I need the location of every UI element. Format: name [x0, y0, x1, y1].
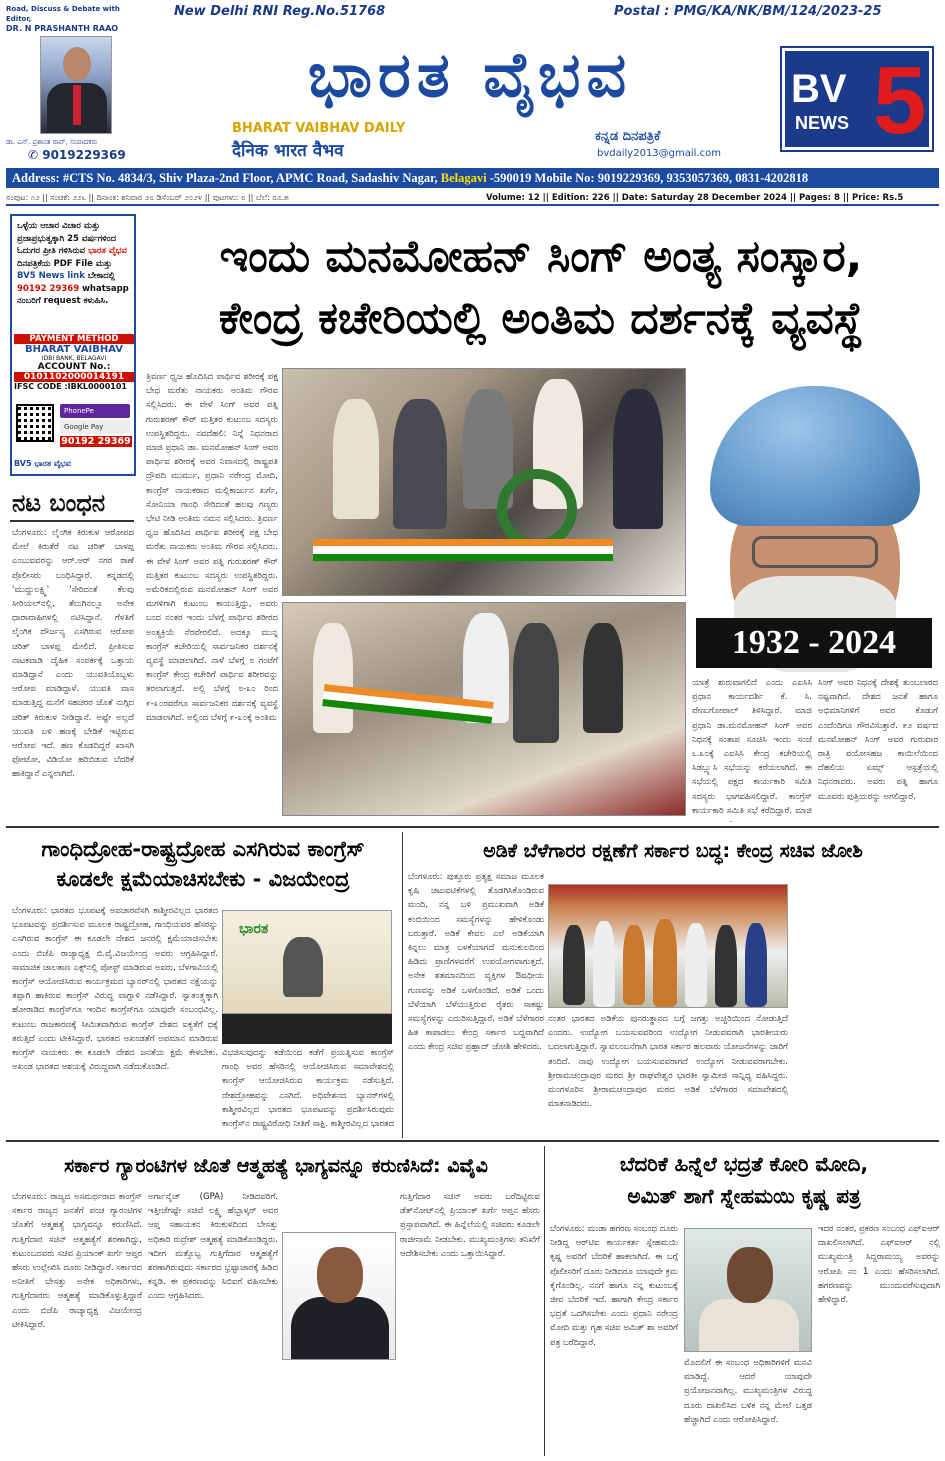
divider [6, 1140, 939, 1142]
payment-ifsc: IFSC CODE :IBKL0000101 [14, 382, 127, 391]
issue-meta [6, 190, 939, 206]
payment-account-label: ACCOUNT No.: [37, 362, 111, 372]
bv5-logo-bv: BV [791, 67, 847, 111]
lead-story-col1: ತ್ರಿವರ್ಣ ಧ್ವಜ ಹೊದಿಸಿದ ಪಾರ್ಥಿವ ಶರೀರಕ್ಕೆ ಪಕ್ಷ ಬೇಧ ಮರೆತು ನಾಯಕರು ಅಂತಿಮ ಗೌರವ ಸಲ್ಲಿಸಿದರು. ಈ ವೇಳೆ ಸಿಂಗ್ ಅವರ ಪತ್ನಿ ಗುರುಶರಣ್ ಕೌರ್ ಮತ್ತಿತರ ಕುಟುಂಬ ಸದಸ್ಯರು ಉಪಸ್ಥಿತರಿದ್ದರು. ನವದೆಹಲಿ: ನಿನ್ನೆ ನಿಧನರಾದ ಮಾಜಿ ಪ್ರಧಾನಿ ಡಾ. ಮನಮೋಹನ್ ಸಿಂಗ್ ಅವರ ಪಾರ್ಥಿವ ಶರೀರಕ್ಕೆ ಅವರ ನಿವಾಸದಲ್ಲಿ ರಾಷ್ಟ್ರಪತಿ ದ್ರೌಪದಿ ಮುರ್ಮು, ಪ್ರಧಾನಿ ನರೇಂದ್ರ ಮೋದಿ, ಕಾಂಗ್ರೆಸ್ ನಾಯಕರಾದ ಮಲ್ಲಿಕಾರ್ಜುನ ಖರ್ಗೆ, ಸೋನಿಯಾ ಗಾಂಧಿ ಸೇರಿದಂತೆ ಹಲವು ಗಣ್ಯರು ಭೇಟಿ ನೀಡಿ ಅಂತಿಮ ನಮನ ಸಲ್ಲಿಸಿದರು. ತ್ರಿವರ್ಣ ಧ್ವಜ ಹೊದಿಸಿದ ಪಾರ್ಥಿವ ಶರೀರಕ್ಕೆ ಪಕ್ಷ ಬೇಧ ಮರೆತು ನಾಯಕರು ಅಂತಿಮ ಗೌರವ ಸಲ್ಲಿಸಿದರು. ಈ ವೇಳೆ ಸಿಂಗ್ ಅವರ ಪತ್ನಿ ಗುರುಶರಣ್ ಕೌರ್ ಮತ್ತಿತರ ಕುಟುಂಬ ಸದಸ್ಯರು ಉಪಸ್ಥಿತರಿದ್ದರು. ಅಮೆರಿಕದಲ್ಲಿರುವ ಮನಮೋಹನ್ ಸಿಂಗ್ ಅವರ ಮಗಳಿಗಾಗಿ ಕುಟುಂಬ ಕಾಯುತ್ತಿದ್ದು, ಅವರು ಬಂದ ನಂತರ ಇಂದು ಬೆಳಗ್ಗೆ ಪಾರ್ಥಿವ ಶರೀರದ ಅಂತ್ಯಕ್ರಿಯೆ ನೆರವೇರಲಿದೆ. ಅದಕ್ಕೂ ಮುನ್ನ ಕಾಂಗ್ರೆಸ್ ಕಚೇರಿಯಲ್ಲಿ ಸಾರ್ವಜನಿಕರ ದರ್ಶನಕ್ಕೆ ವ್ಯವಸ್ಥೆ ಮಾಡಲಾಗಿದೆ. ನಾಳೆ ಬೆಳಗ್ಗೆ ೮ ಗಂಟೆಗೆ ಕಾಂಗ್ರೆಸ್ ಕೇಂದ್ರ ಕಚೇರಿಗೆ ಪಾರ್ಥಿವ ಶರೀರವನ್ನು ತರಲಾಗುತ್ತದೆ. ಅಲ್ಲಿ ಬೆಳಗ್ಗೆ ೮-೩೦ ರಿಂದ ೯-೩೦ರವರೆಗೂ ಸಾರ್ವಜನಿಕರ ದರ್ಶನಕ್ಕೆ ವ್ಯವಸ್ಥೆ ಮಾಡಲಾಗಿದೆ. ಅಲ್ಲಿಂದ ಬೆಳಗ್ಗೆ ೯-೩೦ಕ್ಕೆ ಅಂತಿಮ [146, 372, 278, 723]
vv-story-body2: ಅರ್ಗಾನೈಜ್ (GPA) ನೀಡಿದವರಿಗೆ. ಇತ್ತೀಚೆಗಷ್ಟೇ ಸಚಿವೆ ಲಕ್ಷ್ಮಿ ಹೆಬ್ಬಾಳ್ಕರ್ ಅವರ ಆಪ್ತ ಸಹಾಯಕನ ಕಿರುಕುಳದಿಂದ ಬೇಸತ್ತು ಅಧಿಕಾರಿ ರುದ್ರೇಶ್ ಆತ್ಮಹತ್ಯೆ ಮಾಡಿಕೊಂಡಿದ್ದರು. ಇದೀಗ ಮತ್ತೊಬ್ಬ ಗುತ್ತಿಗೆದಾರ ಆತ್ಮಹತ್ಯೆಗೆ ಶರಣಾಗಿರುವುದು ಸರ್ಕಾರದ ಭ್ರಷ್ಟಾಚಾರಕ್ಕೆ ಹಿಡಿದ ಕನ್ನಡಿ. ಈ ಪ್ರಕರಣವನ್ನು ಸಿಬಿಐಗೆ ವಹಿಸಬೇಕು ಎಂದು ಆಗ್ರಹಿಸಿದರು. [148, 1192, 278, 1302]
editor-photo [40, 36, 112, 134]
ad-phone: 90192 29369 [17, 283, 80, 294]
masthead-english-title: BHARAT VAIBHAV DAILY [232, 121, 406, 136]
vv-story-body3: ಗುತ್ತಿಗೆದಾರ ಸಚಿನ್ ಅವರು ಬರೆದಿಟ್ಟಿರುವ ಡೆತ್‌ನೋಟ್‌ನಲ್ಲಿ ಪ್ರಿಯಾಂಕ್ ಖರ್ಗೆ ಆಪ್ತನ ಹೆಸರು ಪ್ರಸ್ತಾಪವಾಗಿದೆ. ಈ ಹಿನ್ನೆಲೆಯಲ್ಲಿ ಸಚಿವರು ಕೂಡಲೇ ರಾಜೀನಾಮೆ ನೀಡಬೇಕು. ಮುಖ್ಯಮಂತ್ರಿಗಳು ತನಿಖೆಗೆ ಆದೇಶಿಸಬೇಕು ಎಂದು ಒತ್ತಾಯಿಸಿದ್ದಾರೆ. [400, 1192, 540, 1259]
payment-box [14, 334, 134, 468]
joshi-story-body2: ನಂತರ ಭಾರತದ ಅಡಿಕೆಯ ಪುನರುತ್ಥಾನದ ಬಗ್ಗೆ ಜಗತ್ತು ಅಚ್ಚರಿಯಿಂದ ನೋಡುತ್ತಿದೆ ಎಂದರು. ಉದ್ಯೋಗ ಬಯಸುವವರಿಂದ ಉದ್ಯೋಗ ನೀಡುವವರಾಗಿ ಭಾರತೀಯರು ಬದಲಾಗುತ್ತಿದ್ದಾರೆ. ಸ್ವಾವಲಂಬನೆಗಾಗಿ ಭಾರತ ಸರ್ಕಾರ ಹಲವಾರು ಯೋಜನೆಗಳನ್ನು ಜಾರಿಗೆ ತಂದಿದೆ. ನಾವು ಉದ್ಯೋಗ ಬಯಸುವವರಾಗದೆ ಉದ್ಯೋಗ ನೀಡುವವರಾಗಬೇಕು. ಶ್ರೀರಾಮಚಂದ್ರಾಪುರ ಮಠದ ಶ್ರೀ ರಾಘವೇಶ್ವರ ಭಾರತೀ ಸ್ವಾಮೀಜಿ ಸಾನ್ನಿಧ್ಯ ವಹಿಸಿದ್ದರು. ಮಂಗಳೂರಿನ ಶ್ರೀರಾಮಚಂದ್ರಾಪುರ ಮಠದ ಅಡಿಕೆ ಬೆಳೆಗಾರರ ಸಮಾವೇಶದಲ್ಲಿ ಮಾತನಾಡಿದರು. [548, 1014, 788, 1110]
vv-story-body1: ಬೆಂಗಳೂರು: ರಾಜ್ಯದ ಅಸಮರ್ಥರಾದ ಕಾಂಗ್ರೆಸ್ ಸರ್ಕಾರ ರಾಜ್ಯದ ಜನತೆಗೆ ಪಂಚ ಗ್ಯಾರಂಟಿಗಳ ಜೊತೆಗೆ ಆತ್ಮಹತ್ಯೆ ಭಾಗ್ಯವನ್ನೂ ಕರುಣಿಸಿದೆ. ಗುತ್ತಿಗೆದಾರ ಸಚಿನ್ ಆತ್ಮಹತ್ಯೆಗೆ ಶರಣಾಗಿದ್ದು, ಕುಟುಂಬದವರು ಸಚಿವ ಪ್ರಿಯಾಂಕ್ ಖರ್ಗೆ ಆಪ್ತರ ಹೆಸರು ಉಲ್ಲೇಖಿಸಿ ದೂರು ನೀಡಿದ್ದಾರೆ. ಸರ್ಕಾರದ ಅನೀತಿಗೆ ಬೇಸತ್ತು ಅನೇಕ ಅಧಿಕಾರಿಗಳು, ಗುತ್ತಿಗೆದಾರರು ಆತ್ಮಹತ್ಯೆ ಮಾಡಿಕೊಳ್ಳುತ್ತಿದ್ದಾರೆ ಎಂದು ಬಿಜೆಪಿ ರಾಜ್ಯಾಧ್ಯಕ್ಷ ವಿಜಯೇಂದ್ರ ಟೀಕಿಸಿದ್ದಾರೆ. [12, 1192, 142, 1330]
mini-logo: BV5 ಭಾರತ ವೈಭವ [14, 459, 71, 468]
left-story-body: ಬೆಂಗಳೂರು: ಲೈಂಗಿಕ ಕಿರುಕುಳ ಆರೋಪದ ಮೇಲೆ ಕಿರುತೆರೆ ನಟ ಚರಿತ್ ಬಾಳಪ್ಪ ಎಂಬುವವರನ್ನು ಆರ್.ಆರ್ ನಗರ ಠಾಣೆ ಪೊಲೀಸರು ಬಂಧಿಸಿದ್ದಾರೆ. ಕನ್ನಡದಲ್ಲಿ 'ಮುದ್ದುಲಕ್ಷ್ಮಿ' 'ಸೇರಿದಂತೆ ಕೆಲವು ಸೀರಿಯಲ್‌ನಲ್ಲಿ, ತೆಲುಗಿನಲ್ಲೂ ಅನೇಕ ಧಾರಾವಾಹಿಗಳಲ್ಲಿ ನಟಿಸಿದ್ದಾನೆ. ಗೆಳತಿಗೆ ಲೈಂಗಿಕ ದೌರ್ಜನ್ಯ ಎಸಗಿರುವ ಆರೋಪ ಚರಿತ್ ಬಾಳಪ್ಪ ಮೇಲಿದೆ. ಪ್ರೀತಿಸುವ ನಾಟಕವಾಡಿ ದೈಹಿಕ ಸಂಪರ್ಕಕ್ಕೆ ಒತ್ತಾಯ ಮಾಡಿದ್ದಾನೆ ಎಂದು ಯುವತಿಯೊಬ್ಬಳು ಆರೋಪ ಮಾಡಿದ್ದಾಳೆ. ಯುವತಿ ವಾಸ ಮಾಡುತ್ತಿದ್ದ ಮನೆಗೆ ಸಹಚರರ ಜೊತೆ ನುಗ್ಗಿದ ಚರಿತ್ ಕಿರುಕುಳ ನೀಡಿದ್ದಾನೆ. ಅಷ್ಟೇ ಅಲ್ಲದೆ ಯುವತಿ ಬಳಿ ಹಣಕ್ಕೆ ಬೇಡಿಕೆ ಇಟ್ಟಿರುವ ಆರೋಪ ಇದೆ. ಹಣ ಕೊಡದಿದ್ದರೆ ಖಾಸಗಿ ಫೋಟೋ, ವಿಡಿಯೋ ಹರಿಬಿಡುವ ಬೆದರಿಕೆ ಹಾಕಿದ್ದಾನೆ ಎನ್ನಲಾಗಿದೆ. [12, 528, 134, 780]
bv5-news-logo [782, 47, 932, 154]
google-pay-icon: Google Pay [60, 420, 130, 434]
payment-name: BHARAT VAIBHAV [24, 344, 123, 355]
masthead-subtitle: ಕನ್ನಡ ದಿನಪತ್ರಿಕೆ [595, 129, 661, 144]
modi-story-body1: ಬೆಂಗಳೂರು: ಮುಡಾ ಹಗರಣ ಸಂಬಂಧ ದೂರು ನೀಡಿದ್ದ ಆರ್‌ಟಿಐ ಕಾರ್ಯಕರ್ತ ಸ್ನೇಹಮಯಿ ಕೃಷ್ಣ ಅವರಿಗೆ ಬೆದರಿಕೆ ಹಾಕಲಾಗಿದೆ. ಈ ಬಗ್ಗೆ ಪೊಲೀಸರಿಗೆ ದೂರು ನೀಡಿದರೂ ಯಾವುದೇ ಕ್ರಮ ಕೈಗೊಂಡಿಲ್ಲ. ನನಗೆ ಹಾಗೂ ನನ್ನ ಕುಟುಂಬಕ್ಕೆ ಜೀವ ಬೆದರಿಕೆ ಇದೆ. ಹಾಗಾಗಿ ಕೇಂದ್ರ ಸರ್ಕಾರ ಭದ್ರತೆ ಒದಗಿಸಬೇಕು ಎಂದು ಪ್ರಧಾನಿ ನರೇಂದ್ರ ಮೋದಿ ಮತ್ತು ಗೃಹ ಸಚಿವ ಅಮಿತ್ ಶಾ ಅವರಿಗೆ ಪತ್ರ ಬರೆದಿದ್ದಾರೆ. [550, 1224, 678, 1348]
payment-account-number: 0101102000014191 [14, 372, 134, 382]
gandhi-story-body1: ಬೆಂಗಳೂರು: ಭಾರತದ ಭೂಪಟಕ್ಕೆ ಅಪಚಾರವೆಸಗಿ ಕಾಶ್ಮೀರವಿಲ್ಲದ ಭಾರತದ ಭೂಪಟವನ್ನು ಪ್ರದರ್ಶಿಸುವ ಮೂಲಕ ರಾಷ್ಟ್ರದ್ರೋಹ, ಗಾಂಧಿಯವರ ಹೆಸರನ್ನು ಎಸಗಿರುವ ಕಾಂಗ್ರೆಸ್ ಈ ಕೂಡಲೇ ದೇಶದ ಜನರಲ್ಲಿ ಕ್ಷಮೆಯಾಚಿಸಬೇಕು ಎಂದು ಬಿಜೆಪಿ ರಾಜ್ಯಾಧ್ಯಕ್ಷ ಬಿ.ವೈ.ವಿಜಯೇಂದ್ರ ಅವರು ಆಗ್ರಹಿಸಿದ್ದಾರೆ. ಸಾಮಾಜಿಕ ಜಾಲತಾಣ ಎಕ್ಸ್‌ನಲ್ಲಿ ಪೋಸ್ಟ್ ಮಾಡಿರುವ ಅವರು, ಬೆಳಗಾವಿಯಲ್ಲಿ ಕಾಂಗ್ರೆಸ್ ಆಯೋಜಿಸಿರುವ ಕಾರ್ಯಕ್ರಮದ ಬ್ಯಾನರ್‌ನಲ್ಲಿ ಭಾರತದ ನಕ್ಷೆಯನ್ನು ತಪ್ಪಾಗಿ ಹಾಕಿರುವ ಕಾಂಗ್ರೆಸ್ ವಿರುದ್ಧ ವಾಗ್ದಾಳಿ ನಡೆಸಿದ್ದಾರೆ. ಸ್ವಾತಂತ್ರ್ಯಕ್ಕಾಗಿ ಹೋರಾಡಿದ ಕಾಂಗ್ರೆಸ್‌ಗೂ ಇಂದಿನ ಕಾಂಗ್ರೆಸ್‌ಗೂ ಯಾವುದೇ ಸಂಬಂಧವಿಲ್ಲ. ಕುಟುಂಬ ರಾಜಕಾರಣಕ್ಕೆ ಸೀಮಿತವಾಗಿರುವ ಕಾಂಗ್ರೆಸ್ ದೇಶದ ಐಕ್ಯತೆಗೆ ಧಕ್ಕೆ ತರುತ್ತಿದೆ ಎಂದು ಟೀಕಿಸಿದ್ದಾರೆ. ಭಾರತದ ಅಖಂಡತೆಗೆ ಅಪಮಾನ ಮಾಡಿರುವ ಕಾಂಗ್ರೆಸ್ ನಾಯಕರು ಈ ಕೂಡಲೇ ದೇಶದ ಜನತೆಯ ಕ್ಷಮೆ ಕೇಳಬೇಕು. ಅಖಂಡ ಭಾರತದ ಆಶಯಕ್ಕೆ ವಿರುದ್ಧವಾಗಿ ನಡೆದುಕೊಂಡಿದೆ. [12, 906, 218, 1073]
editor-tagline: Road, Discuss & Debate with Editor, DR. N PRASHANTH RAAO [6, 4, 146, 34]
issue-meta-kannada: ಸಂಪುಟ: ೧೨ || ಸಂಚಿಕೆ: ೨೨೬ || ದಿನಾಂಕ: ಶನಿವಾರ ೨೮ ಡಿಸೆಂಬರ್ ೨೦೨೪ || ಪುಟಗಳು: ೮ || ಬೆಲೆ: ರೂ.೫ [6, 193, 289, 202]
masthead-hindi-title: दैनिक भारत वैभव [232, 141, 344, 161]
editor-name: DR. N PRASHANTH RAAO [6, 24, 119, 33]
address-bar: Address: #CTS No. 4834/3, Shiv Plaza-2nd Floor, APMC Road, Sadashiv Nagar, Belagavi -590019 Mobile No: 9019229369, 9353057369, 0831-4202818 [6, 168, 939, 188]
ad-news-link: BV5 News link [17, 271, 85, 281]
gandhi-banner-photo: ಭಾರತ [222, 910, 392, 1014]
rni-number: New Delhi RNI Reg.No.51768 [174, 4, 386, 19]
ad-brand: ಭಾರತ ವೈಭವ [88, 246, 127, 256]
address-city: Belagavi [440, 171, 487, 185]
masthead-title: ಭಾರತ ವೈಭವ [307, 38, 633, 111]
qr-code-icon[interactable] [16, 404, 54, 442]
snehamayi-krishna-photo [684, 1228, 812, 1352]
leaders-strip-photo [222, 1014, 392, 1044]
divider [6, 826, 939, 828]
main-headline [146, 226, 936, 350]
subscription-ad: ಒಳ್ಳೆಯ ಆಚಾರ ವಿಚಾರ ಮತ್ತು ಪ್ರಜಾಪ್ರಭುತ್ವಕ್ಕಾಗಿ 25 ವರ್ಷಗಳಿಂದ ಓದುಗರ ಪ್ರೀತಿ ಗಳಿಸಿರುವ ಭಾರತ ವೈಭವ ದಿನಪತ್ರಿಕೆಯ PDF File ಮತ್ತು BV5 News link ಬೇಕಾದಲ್ಲಿ 90192 29369 whatsapp ನಂಬರಿಗೆ request ಕಳುಹಿಸಿ. [10, 214, 136, 476]
payment-bank: IDBI BANK, BELAGAVI [41, 355, 107, 362]
joshi-story-body1: ಬೆಂಗಳೂರು: ಪುತ್ತೂರು ಪ್ರತ್ಯಕ್ಷ ಸಮಾಜ ಮೂಲಕ ಕೃಷಿ ಚಟುವಟಿಕೆಗಳಲ್ಲಿ ತೊಡಗಿಸಿಕೊಂಡಿರುವ ಮಂದಿ, ನನ್ನ ಬಳಿ ಪ್ರಮುಖವಾಗಿ ಅಡಿಕೆ ಕಂಬಿಯಿಂದ ಸಮಸ್ಯೆಗಳನ್ನು ಹೇಳಿಕೊಂಡು ಬರುತ್ತಾರೆ. ಅಡಿಕೆ ಕೇವಲ ಎಲೆ ಅಡಿಕೆಯಾಗಿ ಕಿನ್ನಲು ಮಾತ್ರ ಬಳಕೆಯಾಗದೆ ಮನುಕುಲದಿಂದ ಹಿಡಿದು ಪ್ರಾಣಿಗಳವರೆಗೆ ಉಪಯೋಗವಾಗುತ್ತದೆ. ಅನೇಕ ಶತಮಾನದಿಂದ ವ್ಯಕ್ತಿಗಳ ಔಷಧೀಯ ಗುಣವನ್ನು ಅಡಿಕೆ ಒಳಗೊಂಡಿದೆ. ಅಡಿಕೆ ಒಂದು ಬೆಳೆಯಾಗಿ ಬೆಳೆಯುತ್ತಿರುವ ರೈತರು ಸಾಕಷ್ಟು ಸಮಸ್ಯೆಗಳನ್ನು ಎದುರಿಸುತ್ತಿದ್ದಾರೆ. ಅಡಿಕೆ ಬೆಳೆಗಾರರ ಹಿತ ಕಾಪಾಡಲು ಕೇಂದ್ರ ಸರ್ಕಾರ ಬದ್ಧವಾಗಿದೆ ಎಂದು ಕೇಂದ್ರ ಸಚಿವ ಪ್ರಹ್ಲಾದ್ ಜೋಶಿ ಹೇಳಿದರು. [408, 872, 544, 1053]
modi-story-title: ಬೆದರಿಕೆ ಹಿನ್ನೆಲೆ ಭದ್ರತೆ ಕೋರಿ ಮೋದಿ, ಅಮಿತ್ ಶಾಗೆ ಸ್ನೇಹಮಯಿ ಕೃಷ್ಣ ಪತ್ರ [619, 1152, 869, 1208]
joshi-event-photo [548, 884, 788, 1008]
tribute-photo-1 [282, 368, 686, 596]
modi-story-body3: ಇದರ ನಂತರ, ಪ್ರಕರಣ ಸಂಬಂಧ ಎಫ್‌ಐಆರ್ ದಾಖಲಿಸಲಾಗಿದೆ. ಎಫ್‌ಐಆರ್ ನಲ್ಲಿ ಮುಖ್ಯಮಂತ್ರಿ ಸಿದ್ದರಾಮಯ್ಯ ಅವರನ್ನು ಆರೋಪಿ ನಂ 1 ಎಂದು ಹೆಸರಿಸಲಾಗಿದೆ. ಹಗರಣವನ್ನು ಮುಂದುವರೆಸುವುದಾಗಿ ಹೇಳಿದ್ದಾರೆ. [818, 1224, 940, 1306]
editor-caption: ಡಾ. ಎನ್. ಪ್ರಶಾಂತ ರಾವ್, ಸಂಪಾದಕರು [6, 138, 98, 146]
vijayendra-photo [282, 1232, 396, 1360]
payment-phone: 90192 29369 [61, 436, 131, 447]
divider [402, 832, 403, 1138]
tribute-photo-2 [282, 602, 686, 816]
phonepe-icon: PhonePe [60, 404, 130, 418]
postal-number: Postal : PMG/KA/NK/BM/124/2023-25 [614, 4, 882, 19]
divider [10, 520, 134, 522]
divider [544, 1146, 545, 1456]
editor-phone: ✆ 9019229369 [28, 148, 126, 162]
modi-story-body2: ಮೊದಲಿಗೆ ಈ ಸಂಬಂಧ ಅಧಿಕಾರಿಗಳಿಗೆ ಮನವಿ ಮಾಡಿದ್ದೆ. ಆದರೆ ಯಾವುದೇ ಪ್ರಯೋಜನವಾಗಿಲ್ಲ. ಮುಖ್ಯಮಂತ್ರಿಗಳ ವಿರುದ್ಧ ದೂರು ದಾಖಲಿಸಿದ ಬಳಿಕ ನನ್ನ ಮೇಲೆ ಒತ್ತಡ ಹೆಚ್ಚಾಗಿದೆ ಎಂದು ಆರೋಪಿಸಿದ್ದಾರೆ. [684, 1358, 812, 1425]
payment-heading: PAYMENT METHOD [14, 334, 134, 344]
lead-story-col3: ಸಿಂಗ್ ಅವರ ನಿಧನಕ್ಕೆ ದೇಶಕ್ಕೆ ತುಂಬಲಾರದ ನಷ್ಟವಾಗಿದೆ. ದೇಶದ ಜನತೆ ಹಾಗೂ ಅಭಿಮಾನಿಗಳಿಗೆ ಅವರ ಕೊಡುಗೆ ಎಂದೆಂದಿಗೂ ಗೌರವಿಸುತ್ತಾರೆ. ೯೨ ವರ್ಷದ ಮನಮೋಹನ್ ಸಿಂಗ್ ಅವರ ಗುರುವಾರ ರಾತ್ರಿ ವಯೋಸಹಜ ಕಾಯಿಲೆಯಿಂದ ದೆಹಲಿಯ ಏಮ್ಸ್ ಆಸ್ಪತ್ರೆಯಲ್ಲಿ ನಿಧನರಾದರು. ಅವರು ಪತ್ನಿ ಹಾಗೂ ಮೂವರು ಪುತ್ರಿಯರನ್ನು ಅಗಲಿದ್ದಾರೆ. [818, 678, 938, 802]
lead-story-col2: ಯಾತ್ರೆ ಶುರುವಾಗಲಿದೆ ಎಂದು ಎಐಸಿಸಿ ಪ್ರಧಾನ ಕಾರ್ಯದರ್ಶಿ ಕೆ. ಸಿ. ವೇಣುಗೋಪಾಲ್ ತಿಳಿಸಿದ್ದಾರೆ. ಮಾಜಿ ಪ್ರಧಾನಿ ಡಾ.ಮನಮೋಹನ್ ಸಿಂಗ್ ಅವರ ನಿಧನಕ್ಕೆ ಸಂತಾಪ ಸೂಚಿಸಿ ಇಂದು ಸಂಜೆ ೬.೩೦ಕ್ಕೆ ಎಐಸಿಸಿ ಕೇಂದ್ರ ಕಚೇರಿಯಲ್ಲಿ ಸಿಡಬ್ಲ್ಯುಸಿ ಸಭೆಯನ್ನು ಕರೆಯಲಾಗಿದೆ. ಈ ಸಭೆಯಲ್ಲಿ ಪಕ್ಷದ ಕಾರ್ಯಕಾರಿ ಸಮಿತಿ ಸದಸ್ಯರು ಭಾಗವಹಿಸಲಿದ್ದಾರೆ. ಕಾಂಗ್ರೆಸ್ ಕಾರ್ಯಕಾರಿ ಸಮಿತಿ ಸಭೆ ಕರೆದಿದ್ದಾರೆ. ಮಾಜಿ [692, 678, 812, 816]
left-story-title: ನಟ ಬಂಧನ [12, 488, 106, 517]
gandhi-story-title: ಗಾಂಧಿದ್ರೋಹ-ರಾಷ್ಟ್ರದ್ರೋಹ ಎಸಗಿರುವ ಕಾಂಗ್ರೆಸ್ ಕೂಡಲೇ ಕ್ಷಮೆಯಾಚಿಸಬೇಕು - ವಿಜಯೇಂದ್ರ [41, 837, 365, 891]
vv-story-title: ಸರ್ಕಾರ ಗ್ಯಾರಂಟಿಗಳ ಜೊತೆ ಆತ್ಮಹತ್ಯೆ ಭಾಗ್ಯವನ್ನೂ ಕರುಣಿಸಿದೆ: ವಿವೈವಿ [64, 1155, 488, 1177]
bv5-logo-news: NEWS [795, 113, 849, 133]
bv5-logo-5: 5 [873, 47, 927, 154]
masthead-email[interactable]: bvdaily2013@gmail.com [597, 148, 721, 159]
years-label: 1932 - 2024 [696, 618, 932, 668]
main-headline-line1: ಇಂದು ಮನಮೋಹನ್ ಸಿಂಗ್ ಅಂತ್ಯ ಸಂಸ್ಕಾರ, [219, 231, 863, 282]
issue-meta-english: Volume: 12 || Edition: 226 || Date: Saturday 28 December 2024 || Pages: 8 || Price: Rs.5 [486, 193, 904, 203]
main-headline-line2: ಕೇಂದ್ರ ಕಚೇರಿಯಲ್ಲಿ ಅಂತಿಮ ದರ್ಶನಕ್ಕೆ ವ್ಯವಸ್ಥೆ [218, 293, 864, 344]
gandhi-story-body2: ವಿಭಜಿಸುವುದನ್ನು ಕಡೆಯಿಂದ ಕಡೆಗೆ ಪ್ರಯತ್ನಿಸುವ ಕಾಂಗ್ರೆಸ್ ಗಾಂಧಿ ಅವರ ಹೆಸರಿನಲ್ಲಿ ಆಯೋಜಿಸಿರುವ ಸಮಾವೇಶದಲ್ಲಿ ಕಾಂಗ್ರೆಸ್ ಆಯೋಜಿಸಿರುವ ಕಾರ್ಯಕ್ರಮ ನಡೆಸುತ್ತಿದೆ. ದೇಶದ್ರೋಹವನ್ನು ಎಸಗಿದೆ. ಅಧಿವೇಶನದ ಬ್ಯಾನರ್‌ಗಳಲ್ಲಿ ಕಾಶ್ಮೀರವಿಲ್ಲದ ಭಾರತದ ಭೂಪಟವನ್ನು ಪ್ರದರ್ಶಿಸಿರುವುದು ಕಾಂಗ್ರೆಸ್‌ನ ರಾಷ್ಟ್ರವಿರೋಧಿ ನೀತಿಗೆ ಸಾಕ್ಷಿ. ಕಾಶ್ಮೀರವಿಲ್ಲದ ಭಾರತದ [222, 1048, 394, 1130]
joshi-story-title: ಅಡಿಕೆ ಬೆಳೆಗಾರರ ರಕ್ಷಣೆಗೆ ಸರ್ಕಾರ ಬದ್ಧ: ಕೇಂದ್ರ ಸಚಿವ ಜೋಶಿ [483, 840, 863, 862]
